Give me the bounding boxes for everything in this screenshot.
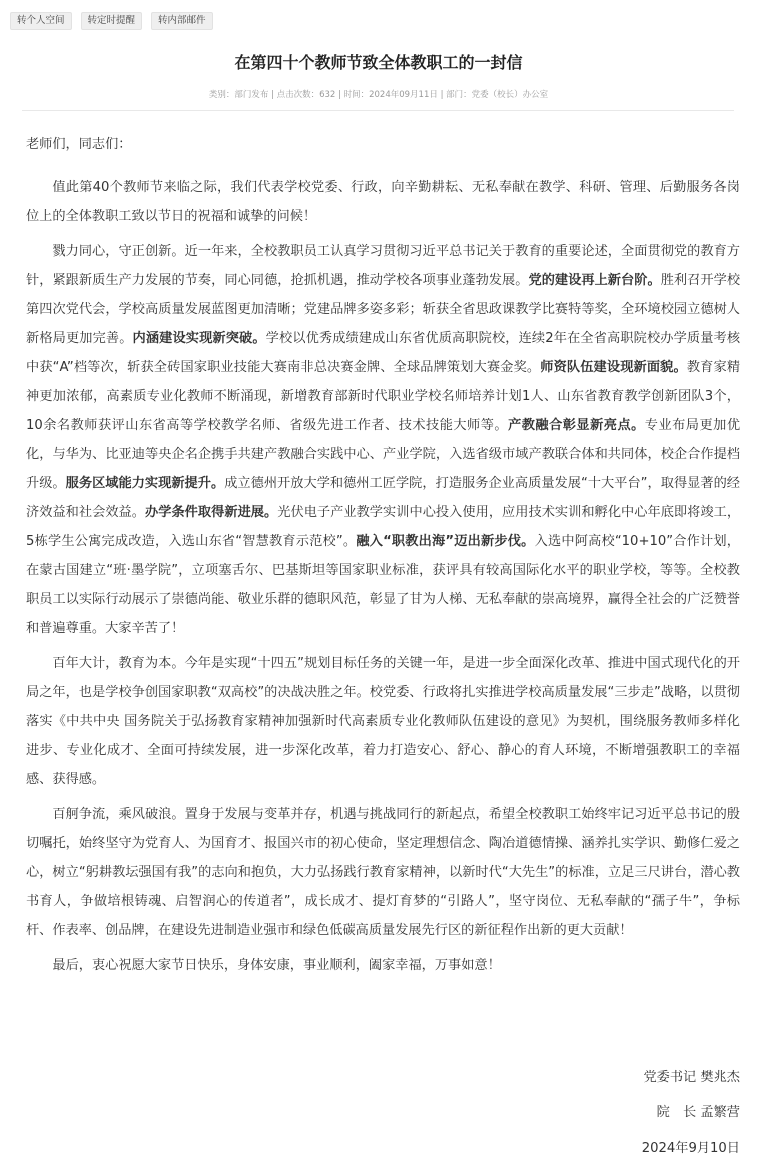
signature-party-secretary: 党委书记 樊兆杰 bbox=[643, 1070, 740, 1085]
p2-bold-5: 服务区域能力实现新提升。 bbox=[65, 476, 225, 491]
article-title: 在第四十个教师节致全体教职工的一封信 bbox=[234, 53, 523, 72]
p2-bold-3: 师资队伍建设现新面貌。 bbox=[540, 360, 687, 375]
signature-president: 院 长 孟繁营 bbox=[656, 1105, 740, 1120]
p2-text-2: 胜利召开学校第四次党代会，学校高质量发展蓝图更加清晰；党建品牌多姿多彩；斩获全省思政课教学比赛特等奖，全环境校园立德树人新格局更加完善。 bbox=[26, 273, 741, 346]
p2-bold-6: 办学条件取得新进展。 bbox=[145, 505, 278, 520]
p2-bold-7: 融入“职教出海”迈出新步伐。 bbox=[356, 534, 535, 549]
p2-text-1: 戮力同心，守正创新。近一年来，全校教职员工认真学习贯彻习近平总书记关于教育的重要论述，全面贯彻党的教育方针，紧跟新质生产力发展的节奏，同心同德，抢抓机遇，推动学校各项事业蓬勃发展。 bbox=[26, 244, 740, 288]
p2-bold-2: 内涵建设实现新突破。 bbox=[132, 331, 266, 346]
greeting: 老师们，同志们： bbox=[26, 137, 132, 152]
paragraph-3: 百年大计，教育为本。今年是实现“十四五”规划目标任务的关键一年，是进一步全面深化改革、推进中国式现代化的开局之年，也是学校争创国家职教“双高校”的决战决胜之年。校党委、行政将扎实推进学校高质量发展“三步走”战略，以贯彻落实《中共中央 国务院关于弘扬教育家精神加强新时代高素质专业化教师队伍建设的意见》为契机，围绕服务教师多样化进步、专业化成才、全面可持续发展，进一步深化改革，着力打造安心、舒心、静心的育人环境，不断增强教职工的幸福感、获得感。 bbox=[26, 656, 740, 787]
paragraph-1: 值此第40个教师节来临之际，我们代表学校党委、行政，向辛勤耕耘、无私奉献在教学、科研、管理、后勤服务各岗位上的全体教职工致以节日的祝福和诚挚的问候！ bbox=[26, 180, 740, 224]
article-meta: 类别：部门发布 | 点击次数：632 | 时间：2024年09月11日 | 部门：党委（校长）办公室 bbox=[208, 90, 549, 100]
p2-text-4: 教育家精神更加浓郁，高素质专业化教师不断涌现，新增教育部新时代职业学校名师培养计划1人、山东省教育教学创新团队3个，10余名教师获评山东省高等学校教学名师、省级先进工作者、技术技能大师等。 bbox=[26, 360, 741, 433]
p2-text-5: 专业布局更加优化，与华为、比亚迪等央企名企携手共建产教融合实践中心、产业学院，入选省级市域产教联合体和共同体，校企合作提档升级。 bbox=[26, 418, 741, 491]
forward-to-internal-mail-button[interactable]: 转内部邮件 bbox=[151, 12, 213, 30]
p2-text-8: 入选中阿高校“10+10”合作计划，在蒙古国建立“班·墨学院”，立项塞舌尔、巴基斯坦等国家职业标准，获评具有较高国际化水平的职业学校，等等。全校教职员工以实际行动展示了崇德尚能、敬业乐群的德职风范，彰显了甘为人梯、无私奉献的崇高境界，赢得全社会的广泛赞誉和普遍尊重。大家辛苦了！ bbox=[26, 534, 740, 636]
p2-text-7: 光伏电子产业教学实训中心投入使用，应用技术实训和孵化中心年底即将竣工，5栋学生公寓完成改造，入选山东省“智慧教育示范校”。 bbox=[26, 505, 741, 549]
article-body bbox=[26, 130, 740, 986]
p2-text-3: 学校以优秀成绩建成山东省优质高职院校，连续2年在全省高职院校办学质量考核中获“A”档等次，斩获全砖国家职业技能大赛南非总决赛金牌、全球品牌策划大赛金奖。 bbox=[26, 331, 741, 375]
signature-date: 2024年9月10日 bbox=[641, 1141, 740, 1156]
paragraph-2 bbox=[26, 237, 740, 643]
p2-bold-4: 产教融合彰显新亮点。 bbox=[508, 418, 645, 433]
forward-to-timed-reminder-button[interactable]: 转定时提醒 bbox=[81, 12, 143, 30]
forward-to-personal-space-button[interactable]: 转个人空间 bbox=[10, 12, 72, 30]
p2-bold-1: 党的建设再上新台阶。 bbox=[528, 273, 661, 288]
paragraph-5: 最后，衷心祝愿大家节日快乐，身体安康，事业顺利，阖家幸福，万事如意！ bbox=[52, 958, 501, 973]
p2-text-6: 成立德州开放大学和德州工匠学院，打造服务企业高质量发展“十大平台”，取得显著的经济效益和社会效益。 bbox=[26, 476, 740, 520]
paragraph-4: 百舸争流，乘风破浪。置身于发展与变革并存，机遇与挑战同行的新起点，希望全校教职工始终牢记习近平总书记的殷切嘱托，始终坚守为党育人、为国育才、报国兴市的初心使命，坚定理想信念、陶冶道德情操、涵养扎实学识、勤修仁爱之心，树立“躬耕教坛强国有我”的志向和抱负，大力弘扬践行教育家精神，以新时代“大先生”的标准，立足三尺讲台，潜心教书育人，争做培根铸魂、启智润心的传道者”，成长成才、提灯育梦的“引路人”，坚守岗位、无私奉献的“孺子牛”，争标杆、作表率、创品牌，在建设先进制造业强市和绿色低碳高质量发展先行区的新征程作出新的更大贡献！ bbox=[26, 807, 740, 938]
meta-divider bbox=[22, 110, 734, 111]
toolbar bbox=[10, 12, 213, 30]
